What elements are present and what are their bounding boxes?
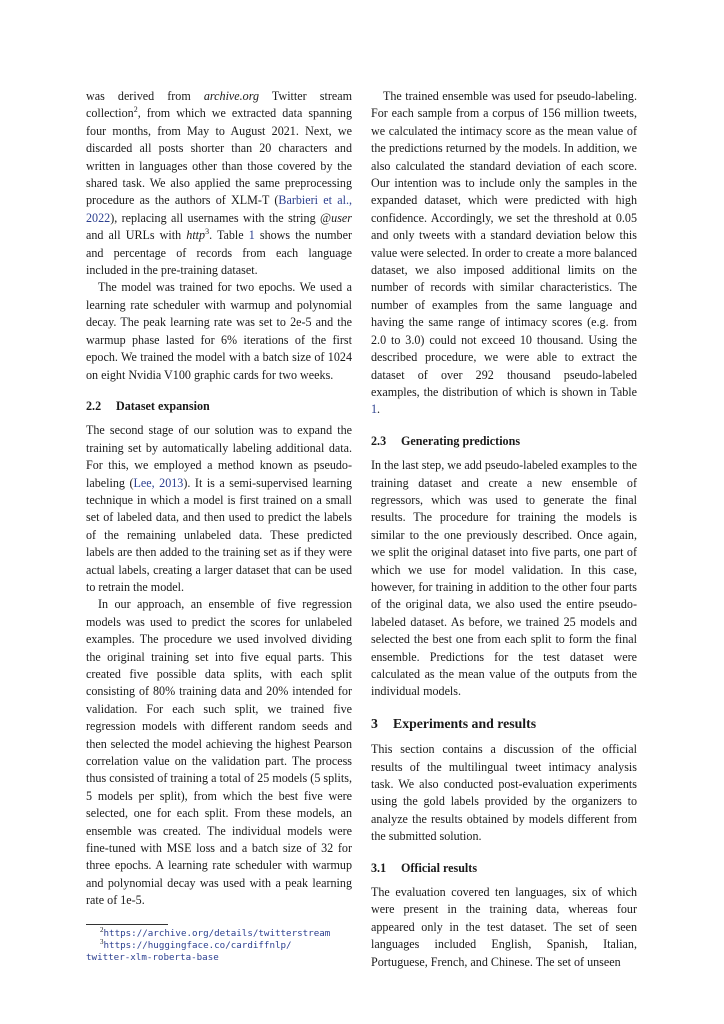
footnote-2-link[interactable]: https://archive.org/details/twitterstream (103, 927, 331, 939)
paragraph-pseudo-labeling: The second stage of our solution was to expand the training set by automatically labeling additional data. For this, we employed a method known as pseudo-labeling (Lee, 2013). It is a semi-supervised learning technique in which a model is first trained on a small set of labeled data, and then used to predict the labels of the remaining unlabeled data. These predicted labels are then added to the training set as if they were actual labels, creating a larger dataset that can be used to retrain the model. (86, 423, 352, 594)
paragraph-ensemble-usage: The trained ensemble was used for pseudo-labeling. For each sample from a corpus of 156 million tweets, we calculated the intimacy score as the mean value of the predictions returned by the models. In addition, we also calculated the standard deviation of each score. Our intention was to include only the samples in the expanded dataset, which were predicted with high confidence. Accordingly, we set the threshold at 0.05 and only tweets with a standard deviation below this value were selected. In order to create a more balanced dataset, we also imposed additional limits on the number of records with similar characteristics. The number of examples from the same language and having the same range of intimacy scores (e.g. from 2.0 to 3.0) could not exceed 10 thousand. Using the described procedure, we were able to extract the dataset of over 292 thousand pseudo-labeled examples, the distribution of which is shown in Table 1. (371, 89, 637, 417)
paragraph-experiments-intro: This section contains a discussion of the official results of the multilingual tweet intimacy analysis task. We also conducted post-evaluation experiments using the gold labels provided by the organizers to analyze the results obtained by models different from the submitted solution. (371, 742, 637, 844)
footnote-3: $^3$https://huggingface.co/cardiffnlp/ (100, 937, 292, 951)
footnote-3-link-continued[interactable]: twitter-xlm-roberta-base (86, 951, 219, 963)
footnotes (86, 924, 352, 964)
citation-lee[interactable]: Lee, 2013 (133, 475, 184, 490)
citation-barbieri[interactable]: Barbieri et al., 2022 (86, 193, 352, 225)
footnote-ref-3[interactable]: 3 (205, 227, 210, 237)
section-heading-3-1: 3.1 Official results (371, 860, 478, 875)
footnote-rule (86, 924, 168, 925)
paragraph-ensemble-approach: In our approach, an ensemble of five regression models was used to predict the scores for unlabeled examples. The procedure we used involved dividing the original training set into five equal parts. This created five possible data splits, with each split consisting of 80% training data and 20% intended for validation. For each such split, we trained five regression models with different random seeds and then selected the model achieving the highest Pearson correlation value on the validation part. The process thus consisted of training a total of 25 models (5 splits, 5 models per split), from which the best five were selected, one for each split. From these models, an ensemble was created. The individual models were fine-tuned with MSE loss and a batch size of 32 for three epochs. A learning rate scheduler with warmup and polynomial decay was used with a peak learning rate of 1e-5. (86, 597, 352, 908)
section-heading-2-3: 2.3 Generating predictions (371, 433, 521, 448)
right-column (371, 88, 637, 971)
paragraph-archive-data: was derived from archive.org Twitter stream collection$^2$, from which we extracted data spanning four months, from May to August 2021. Next, we discarded all posts shorter than 20 characters and written in languages other than those covered by the shared task. We also applied the same preprocessing procedure as the authors of XLM-T (Barbieri et al., 2022), replacing all usernames with the string @user and all URLs with http$^3$. Table 1 shows the number and percentage of records from each language included in the pre-training dataset. (86, 89, 352, 278)
section-heading-2-2: 2.2 Dataset expansion (86, 398, 210, 413)
footnote-2: $^2$https://archive.org/details/twitterstream (100, 925, 331, 939)
section-heading-3: 3 Experiments and results (371, 715, 537, 731)
table-ref-link[interactable]: 1 (248, 228, 255, 243)
left-column (86, 88, 352, 964)
paragraph-generating-predictions: In the last step, we add pseudo-labeled examples to the training dataset and create a new ensemble of regressors, which was used to generate the final results. The procedure for training the models is similar to the one previously described. Once again, we split the original dataset into five parts, one part of which we use for model validation. In this case, however, for training in addition to the other four parts of the original data, we also used the entire pseudo-labeled dataset. As before, we trained 25 models and selected the best one from each split to form the final ensemble. Predictions for the test dataset were calculated as the mean value of the outputs from the individual models. (371, 458, 637, 699)
paragraph-official-results: The evaluation covered ten languages, six of which were present in the training data, whereas four appeared only in the test dataset. The set of seen languages included English, Spanish, Italian, Portuguese, French, and Chinese. The set of unseen (371, 885, 637, 969)
table-ref-link[interactable]: 1 (371, 402, 378, 417)
footnote-ref-2[interactable]: 2 (133, 105, 138, 115)
paragraph-training: The model was trained for two epochs. We used a learning rate scheduler with warmup and polynomial decay. The peak learning rate was set to 2e-5 and the warmup phase lasted for 6% iterations of the first epoch. We trained the model with a batch size of 1024 on eight Nvidia V100 graphic cards for two weeks. (86, 280, 352, 382)
footnote-3-link[interactable]: https://huggingface.co/cardiffnlp/ (103, 939, 292, 951)
footnote-3-continued (86, 952, 352, 964)
